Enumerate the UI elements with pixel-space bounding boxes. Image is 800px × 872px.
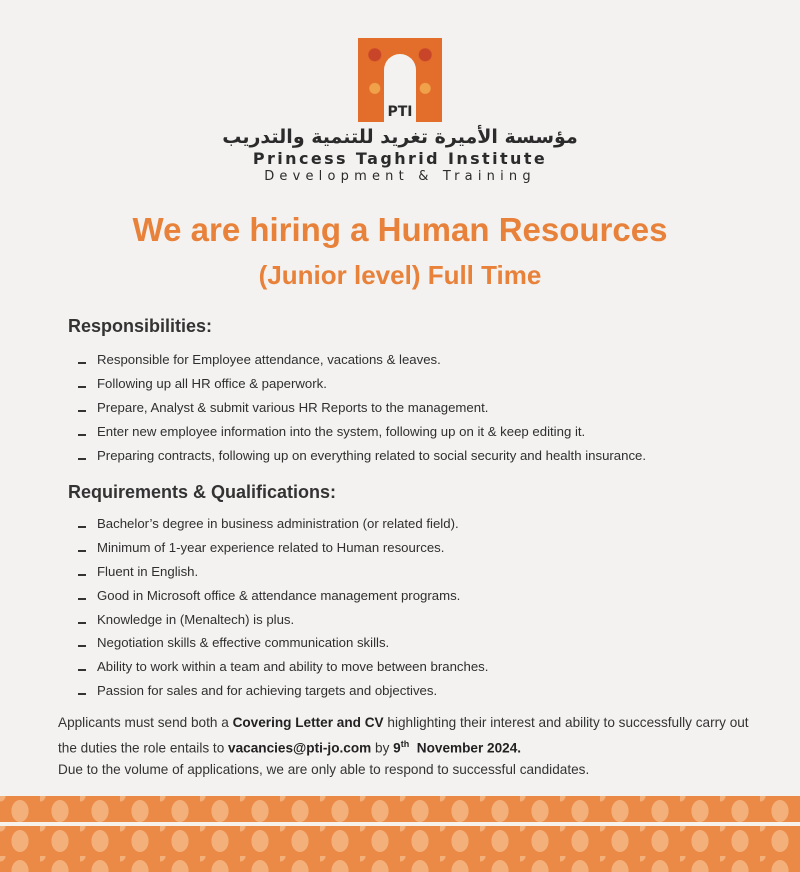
list-item: Preparing contracts, following up on everything related to social security and health insurance. — [78, 444, 646, 468]
dash-bullet-icon — [78, 458, 86, 460]
list-item: Enter new employee information into the system, following up on it & keep editing it. — [78, 420, 646, 444]
list-item: Knowledge in (Menaltech) is plus. — [78, 608, 488, 632]
dash-bullet-icon — [78, 574, 86, 576]
dash-bullet-icon — [78, 410, 86, 412]
response-note: Due to the volume of applications, we are only able to respond to successful candidates. — [58, 761, 590, 777]
list-item: Minimum of 1-year experience related to Human resources. — [78, 536, 488, 560]
dash-bullet-icon — [78, 362, 86, 364]
dash-bullet-icon — [78, 526, 86, 528]
logo-english-name: Princess Taghrid Institute — [252, 149, 548, 168]
pattern-divider-stripe — [0, 822, 800, 826]
list-item: Fluent in English. — [78, 560, 488, 584]
application-instructions: Applicants must send both a Covering Letter and CV highlighting their interest and ability to successfully carry out the duties the role entails to vacancies@pti-jo.com by 9th November 2024. Due to the volume of applications, we are only able to respond to successful candidates. — [58, 715, 749, 777]
subheadline: (Junior level) Full Time — [258, 260, 542, 290]
application-email: vacancies@pti-jo.com — [228, 740, 372, 756]
logo-arabic-name: مؤسسة الأميرة تغريد للتنمية والتدريب — [222, 126, 578, 148]
institute-logo — [0, 38, 800, 184]
logo-subtitle: Development & Training — [264, 169, 536, 184]
dash-bullet-icon — [78, 386, 86, 388]
deadline-month-year: November 2024. — [416, 740, 522, 756]
dash-bullet-icon — [78, 693, 86, 695]
pti-logo-mark — [358, 38, 442, 122]
requirements-list — [78, 512, 488, 703]
deadline-day: 9 — [393, 740, 401, 756]
responsibilities-title: Responsibilities: — [68, 316, 213, 336]
dash-bullet-icon — [78, 645, 86, 647]
headline: We are hiring a Human Resources — [132, 211, 668, 248]
requirements-title: Requirements & Qualifications: — [68, 482, 337, 502]
dash-bullet-icon — [78, 434, 86, 436]
list-item: Bachelor’s degree in business administration (or related field). — [78, 512, 488, 536]
dash-bullet-icon — [78, 598, 86, 600]
list-item: Good in Microsoft office & attendance management programs. — [78, 584, 488, 608]
required-documents: Covering Letter and CV — [232, 715, 384, 730]
dash-bullet-icon — [78, 669, 86, 671]
list-item: Responsible for Employee attendance, vacations & leaves. — [78, 348, 646, 372]
logo-pti-text: PTI — [387, 104, 413, 120]
dash-bullet-icon — [78, 622, 86, 624]
list-item: Prepare, Analyst & submit various HR Reports to the management. — [78, 396, 646, 420]
list-item: Negotiation skills & effective communication skills. — [78, 631, 488, 655]
list-item: Ability to work within a team and ability to move between branches. — [78, 655, 488, 679]
dash-bullet-icon — [78, 550, 86, 552]
responsibilities-list — [78, 348, 646, 467]
decorative-pattern-band — [0, 796, 800, 872]
list-item: Passion for sales and for achieving targets and objectives. — [78, 679, 488, 703]
list-item: Following up all HR office & paperwork. — [78, 372, 646, 396]
